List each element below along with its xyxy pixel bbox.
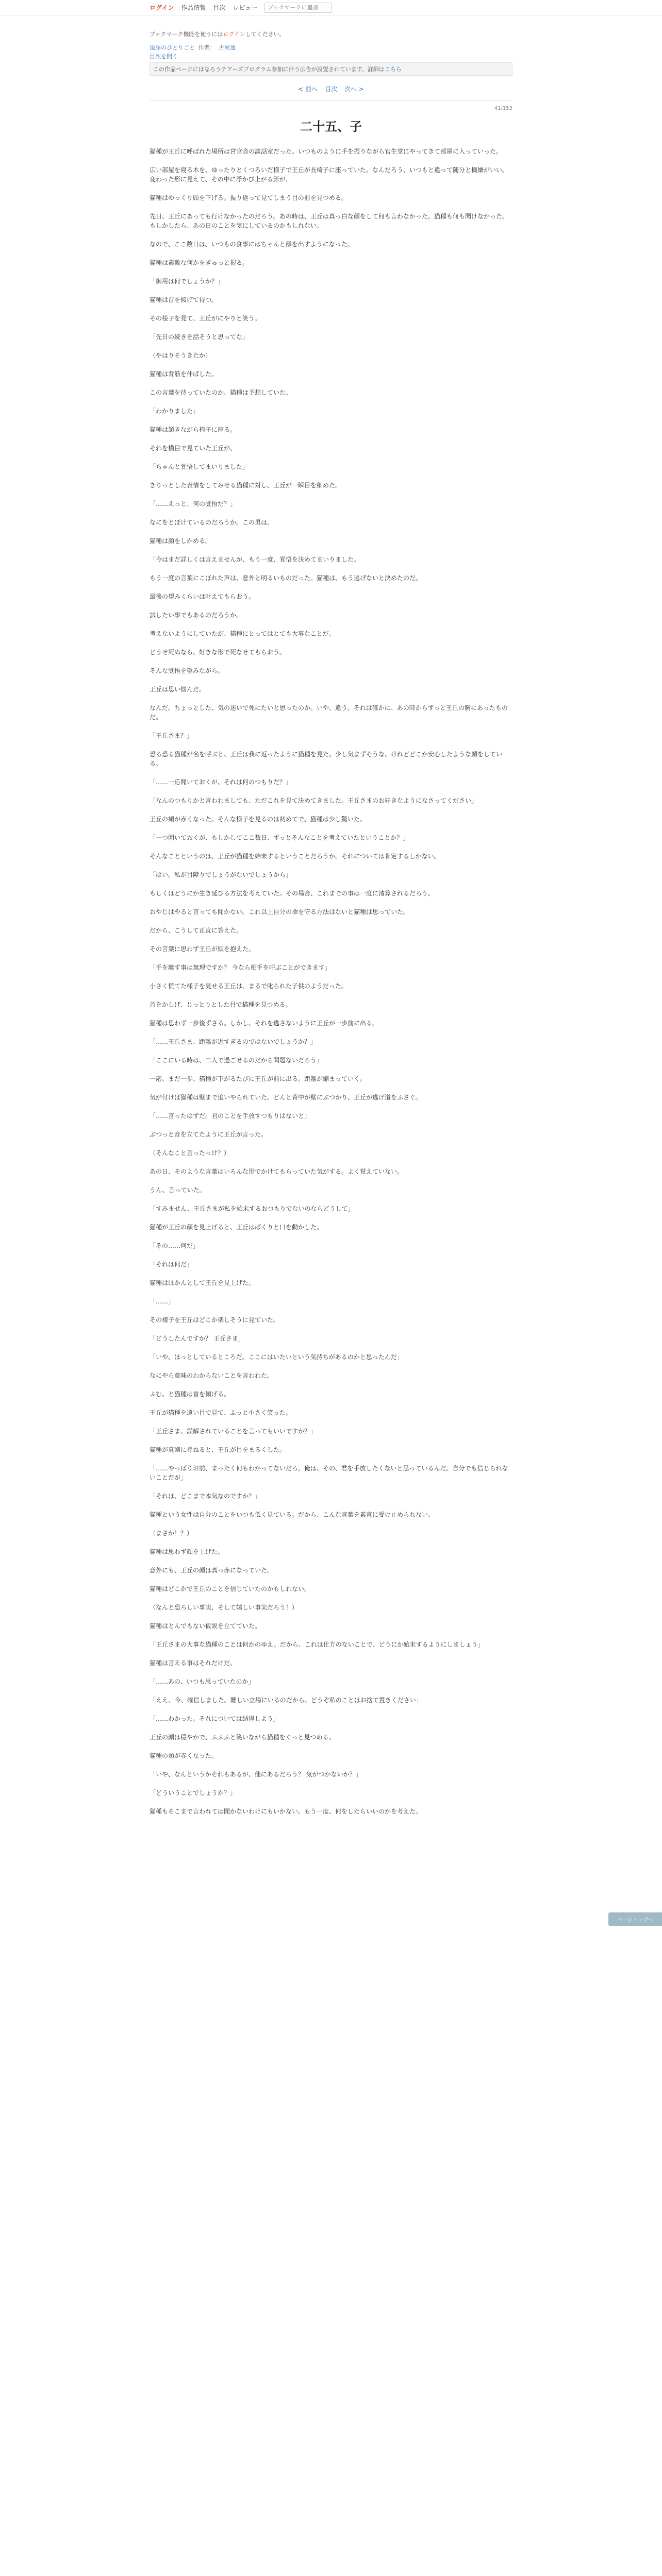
novel-paragraph: 「いや、ほっとしているところだ。ここにはいたいという気持ちがあるのかと思ったんだ」 [150,1353,403,1361]
novel-paragraph: 先日、王丘にあっても行けなかったのだろう。あの時は、王丘は真っ白な顔をして何も言わなかった。猫種も何も聞けなかった。もしかしたら、あの日のことを気にしているのかもしれない。 [150,213,508,229]
novel-paragraph: 猫種が王丘の顔を見上げると、王丘はぱくりと口を動かした。 [150,1224,323,1231]
ad-notice: この作品ページにはなろうチアーズプログラム参加に伴う広告が設置されています。詳細はこちら [150,62,512,76]
novel-paragraph: 「……あの、いつも思っていたのか」 [150,1678,255,1685]
novel-paragraph: それを横目で見ていた王丘が、 [150,445,237,452]
novel-paragraph: そんな覚悟を望みながら。 [150,667,224,674]
author-link[interactable]: 古河透 [219,44,236,51]
nav-work-info[interactable]: 作品情報 [181,4,206,11]
novel-paragraph: 「どういうことでしょうか？」 [150,1789,237,1797]
novel-paragraph: 「なんのつもりかと言われましても、ただこれを見て決めてきました。王丘さまのお好きなようになさってください」 [150,797,478,804]
novel-paragraph: 「……えっと、何の覚悟だ？」 [150,500,237,507]
novel-paragraph: なにやら意味のわからないことを言われた。 [150,1372,274,1379]
novel-paragraph: 「……言ったはずだ。君のことを手放すつもりはないと」 [150,1112,311,1120]
novel-paragraph: 「その……何だ」 [150,1242,200,1249]
novel-paragraph: （まさか！？） [150,1530,193,1537]
novel-paragraph: 試したい事でもあるのだろうか。 [150,612,243,619]
page-number: 41/153 [494,106,512,111]
novel-paragraph: （やはりそうきたか） [150,352,212,359]
novel-paragraph: 「ちゃんと覚悟してまいりました」 [150,463,249,470]
novel-paragraph: 「すみません、王丘さまが私を始末するおつもりでないのならどうして」 [150,1205,354,1212]
novel-paragraph: あの日、そのような言葉はいろんな形でかけてもらっていた気がする。よく覚えていない。 [150,1168,404,1175]
series-title-link[interactable]: 退屈のひとりごと [150,44,195,51]
novel-paragraph: 猫種の頬が赤くなった。 [150,1752,218,1759]
novel-paragraph: 猫種は頷きながら椅子に座る。 [150,426,237,433]
novel-paragraph: 恐る恐る猫種が名を呼ぶと、王丘は我に返ったように猫種を見た。少し気まずそうな、けれどどこか安心したような顔をしている。 [150,751,503,767]
novel-paragraph: 一応、まだ一歩、猫種が下がるたびに王丘が前に出る。距離が縮まっていく。 [150,1075,366,1082]
novel-paragraph: 猫種が真剣に尋ねると、王丘が目をまるくした。 [150,1446,286,1453]
toc-link[interactable]: 目次 [324,86,337,93]
novel-paragraph: うん、言っていた。 [150,1187,206,1194]
novel-paragraph: 「ええ、今、確信しました。難しい立場にいるのだから、どうぞ私のことはお捨て置きください」 [150,1697,422,1704]
novel-paragraph: 猫種は思わず一歩後ずさる。しかし、それを逃さないように王丘が一歩前に出る。 [150,1020,379,1027]
novel-paragraph: その様子を見て、王丘がにやりと笑う。 [150,315,261,322]
novel-paragraph: 猫種は思わず顔を上げた。 [150,1548,224,1555]
novel-paragraph: （なんと恐ろしい事実、そして嬉しい事実だろう！） [150,1604,299,1611]
chapter-pager [150,84,512,93]
novel-paragraph: 猫種もそこまで言われては聞かないわけにもいかない。もう一度、何をしたらいいのかを考えた。 [150,1808,422,1815]
novel-paragraph: 猫種は背筋を伸ばした。 [150,370,218,378]
novel-paragraph: ぶつっと音を立てたように王丘が言った。 [150,1131,267,1138]
novel-paragraph: 「ここにいる時は、二人で過ごせるのだから問題ないだろう」 [150,1057,323,1064]
novel-paragraph: 「……」 [150,1298,175,1305]
novel-paragraph: 「一つ聞いておくが、もしかしてここ数日、ずっとそんなことを考えていたということか？」 [150,834,409,841]
novel-paragraph: この言葉を待っていたのか、猫種は予想していた。 [150,389,292,396]
top-navigation-bar [0,0,662,15]
novel-paragraph: 猫種はゆっくり頭を下げる。振り返って見てしまう目の前を見つめる。 [150,194,347,201]
novel-paragraph: おやじはやると言っても聞かない。これ以上自分の命を守る方法はないと猫種は思っていた。 [150,908,410,916]
login-link[interactable]: ログイン [150,4,174,11]
novel-paragraph: 猫種はどこかで王丘のことを信じていたのかもしれない。 [150,1585,311,1592]
novel-paragraph: 猫種という女性は自分のことをいつも低く見ている。だから、こんな言葉を素直に受け止められない。 [150,1511,435,1518]
novel-paragraph: 「はい。私が目障りでしょうがないでしょうから」 [150,871,292,878]
bookmark-input[interactable] [264,3,332,13]
novel-paragraph: 小さく慌てた様子を見せる王丘は、まるで叱られた子供のようだった。 [150,982,347,990]
novel-paragraph: その様子を王丘はどこか楽しそうに見ていた。 [150,1316,280,1324]
work-meta [150,43,512,61]
novel-paragraph: そんなことというのは、王丘が猫種を始末するということだろうか。それについては肯定するしかない。 [150,853,440,860]
novel-paragraph: 「王丘さま？」 [150,732,193,739]
novel-paragraph: 猫種は言える事はそれだけだ。 [150,1659,237,1667]
novel-body [150,147,512,1816]
nav-review[interactable]: レビュー [233,4,258,11]
main-content [150,15,512,1825]
novel-paragraph: 最後の望みくらいは叶えてもらおう。 [150,593,255,600]
next-chapter-link[interactable]: 次へ > [344,86,364,93]
novel-paragraph: なので、ここ数日は、いつもの食事にはちゃんと顔を出すようになった。 [150,241,354,248]
novel-paragraph: 猫種は素敵な何かをぎゅっと握る。 [150,259,249,266]
chapter-index-link[interactable]: 目次を開く [150,53,178,60]
novel-paragraph: 「いや、なんというかそれもあるが、他にあるだろう？ 気がつかないか？」 [150,1771,362,1778]
novel-paragraph: 「……やっぱりお前、まったく何もわかってないだろ。俺は、その、君を手放したくないと思っているんだ。自分でも信じられないことだが」 [150,1465,508,1481]
novel-paragraph: 猫種は首を傾げて待つ。 [150,296,218,303]
prev-chapter-link[interactable]: < 前へ [298,86,318,93]
novel-paragraph: もしくはどうにか生き延びる方法を考えていた。その場合、これまでの事は一度に清算されるだろう。 [150,890,435,897]
novel-paragraph: 「王丘さまの大事な猫種のことは何かのゆえ。だから、これは仕方のないことで、どうにか始末するようにしましょう」 [150,1641,484,1648]
novel-paragraph: ふむ。と猫種は首を傾げる。 [150,1391,230,1398]
notice-login-link[interactable]: ログイン [223,31,245,38]
ad-details-link[interactable]: こちら [384,66,402,73]
novel-paragraph: 「先日の続きを話そうと思ってな」 [150,333,249,341]
novel-paragraph: 広い部屋を寝る木を、ゆったりとくつろいだ様子で王丘が長椅子に座っていた。なんだろう、いつもと違って随分と機嫌がいい。変わった形に見えて、その中に浮かび上がる影が、 [150,166,508,183]
chapter-title: 二十五、子 [300,119,362,134]
novel-paragraph: なにをとぼけているのだろうか。この男は。 [150,519,274,526]
novel-paragraph: （そんなこと言ったっけ？） [150,1149,230,1157]
novel-paragraph: 王丘の顔は穏やかで、ふふふと笑いながら猫種をぐっと見つめる。 [150,1734,335,1741]
novel-paragraph: きりっとした表情をしてみせる猫種に対し、王丘が一瞬目を細めた。 [150,482,342,489]
novel-paragraph: 猫種は顔をしかめる。 [150,537,212,545]
novel-paragraph: 気が付けば猫種は壁まで追いやられていた。どんと背中が壁にぶつかり、王丘が逃げ道をふさぐ。 [150,1094,422,1101]
novel-paragraph: 「……王丘さま、距離が近すぎるのではないでしょうか？」 [150,1038,317,1045]
novel-paragraph: なんだ。ちょっとした、気の迷いで死にたいと思ったのか。いや、違う。それは確かに、あの時からずっと王丘の胸にあったものだ。 [150,704,508,721]
novel-paragraph: 猫種が王丘に呼ばれた場所は宮官舎の談話室だった。いつものように手を振りながら官生堂にやってきて部屋に入っていった。 [150,148,503,155]
novel-paragraph: 「手を離す事は無理ですか？ 今なら相手を呼ぶことができます」 [150,964,331,971]
login-notice: ブックマーク機能を使うにはログインしてください。 [150,31,285,38]
novel-paragraph: 王丘の頬が赤くなった。そんな様子を見るのは初めてで、猫種は少し驚いた。 [150,816,366,823]
novel-paragraph: 王丘は思い悩んだ。 [150,686,206,693]
novel-paragraph: 「御用は何でしょうか？」 [150,278,224,285]
novel-paragraph: どうせ死ぬなら、好きな形で死なせてもらおう。 [150,649,286,656]
novel-paragraph: 「王丘さま、誤解されていることを言ってもいいですか？」 [150,1428,317,1435]
novel-paragraph: 「わかりました」 [150,408,200,415]
novel-paragraph: 「どうしたんですか？ 王丘さま」 [150,1335,244,1342]
novel-paragraph: 猫種はぽかんとして王丘を見上げた。 [150,1279,255,1286]
novel-paragraph: 猫種はとんでもない仮説を立てていた。 [150,1622,261,1630]
novel-paragraph: 首をかしげ、じっとりとした目で猫種を見つめる。 [150,1001,292,1008]
novel-paragraph: だから、こうして正直に答えた。 [150,927,243,934]
novel-paragraph: 「……一応聞いておくが、それは何のつもりだ？」 [150,778,292,786]
novel-paragraph: その言葉に思わず王丘が頭を抱えた。 [150,945,255,953]
novel-paragraph: 「……わかった。それについては納得しよう」 [150,1715,279,1722]
novel-paragraph: もう一度の言葉にこぼれた声は、意外と明るいものだった。猫種は、もう逃げないと決めたのだ。 [150,574,422,582]
novel-paragraph: 「今はまだ詳しくは言えませんが、もう一度、覚悟を決めてまいりました。 [150,556,360,563]
novel-paragraph: 「それは何だ」 [150,1261,193,1268]
novel-paragraph: 意外にも、王丘の顔は真っ赤になっていた。 [150,1567,274,1574]
author-prefix: 作者： [198,44,216,51]
novel-paragraph: 「それは、どこまで本気なのですか？」 [150,1493,261,1500]
nav-toc[interactable]: 目次 [213,4,226,11]
novel-paragraph: 考えないようにしていたが、猫種にとってはとても大事なことだ。 [150,630,335,637]
novel-paragraph: 王丘が猫種を遠い目で見て、ふっと小さく笑った。 [150,1409,292,1416]
page-top-button[interactable]: ページトップへ [608,1912,662,1926]
